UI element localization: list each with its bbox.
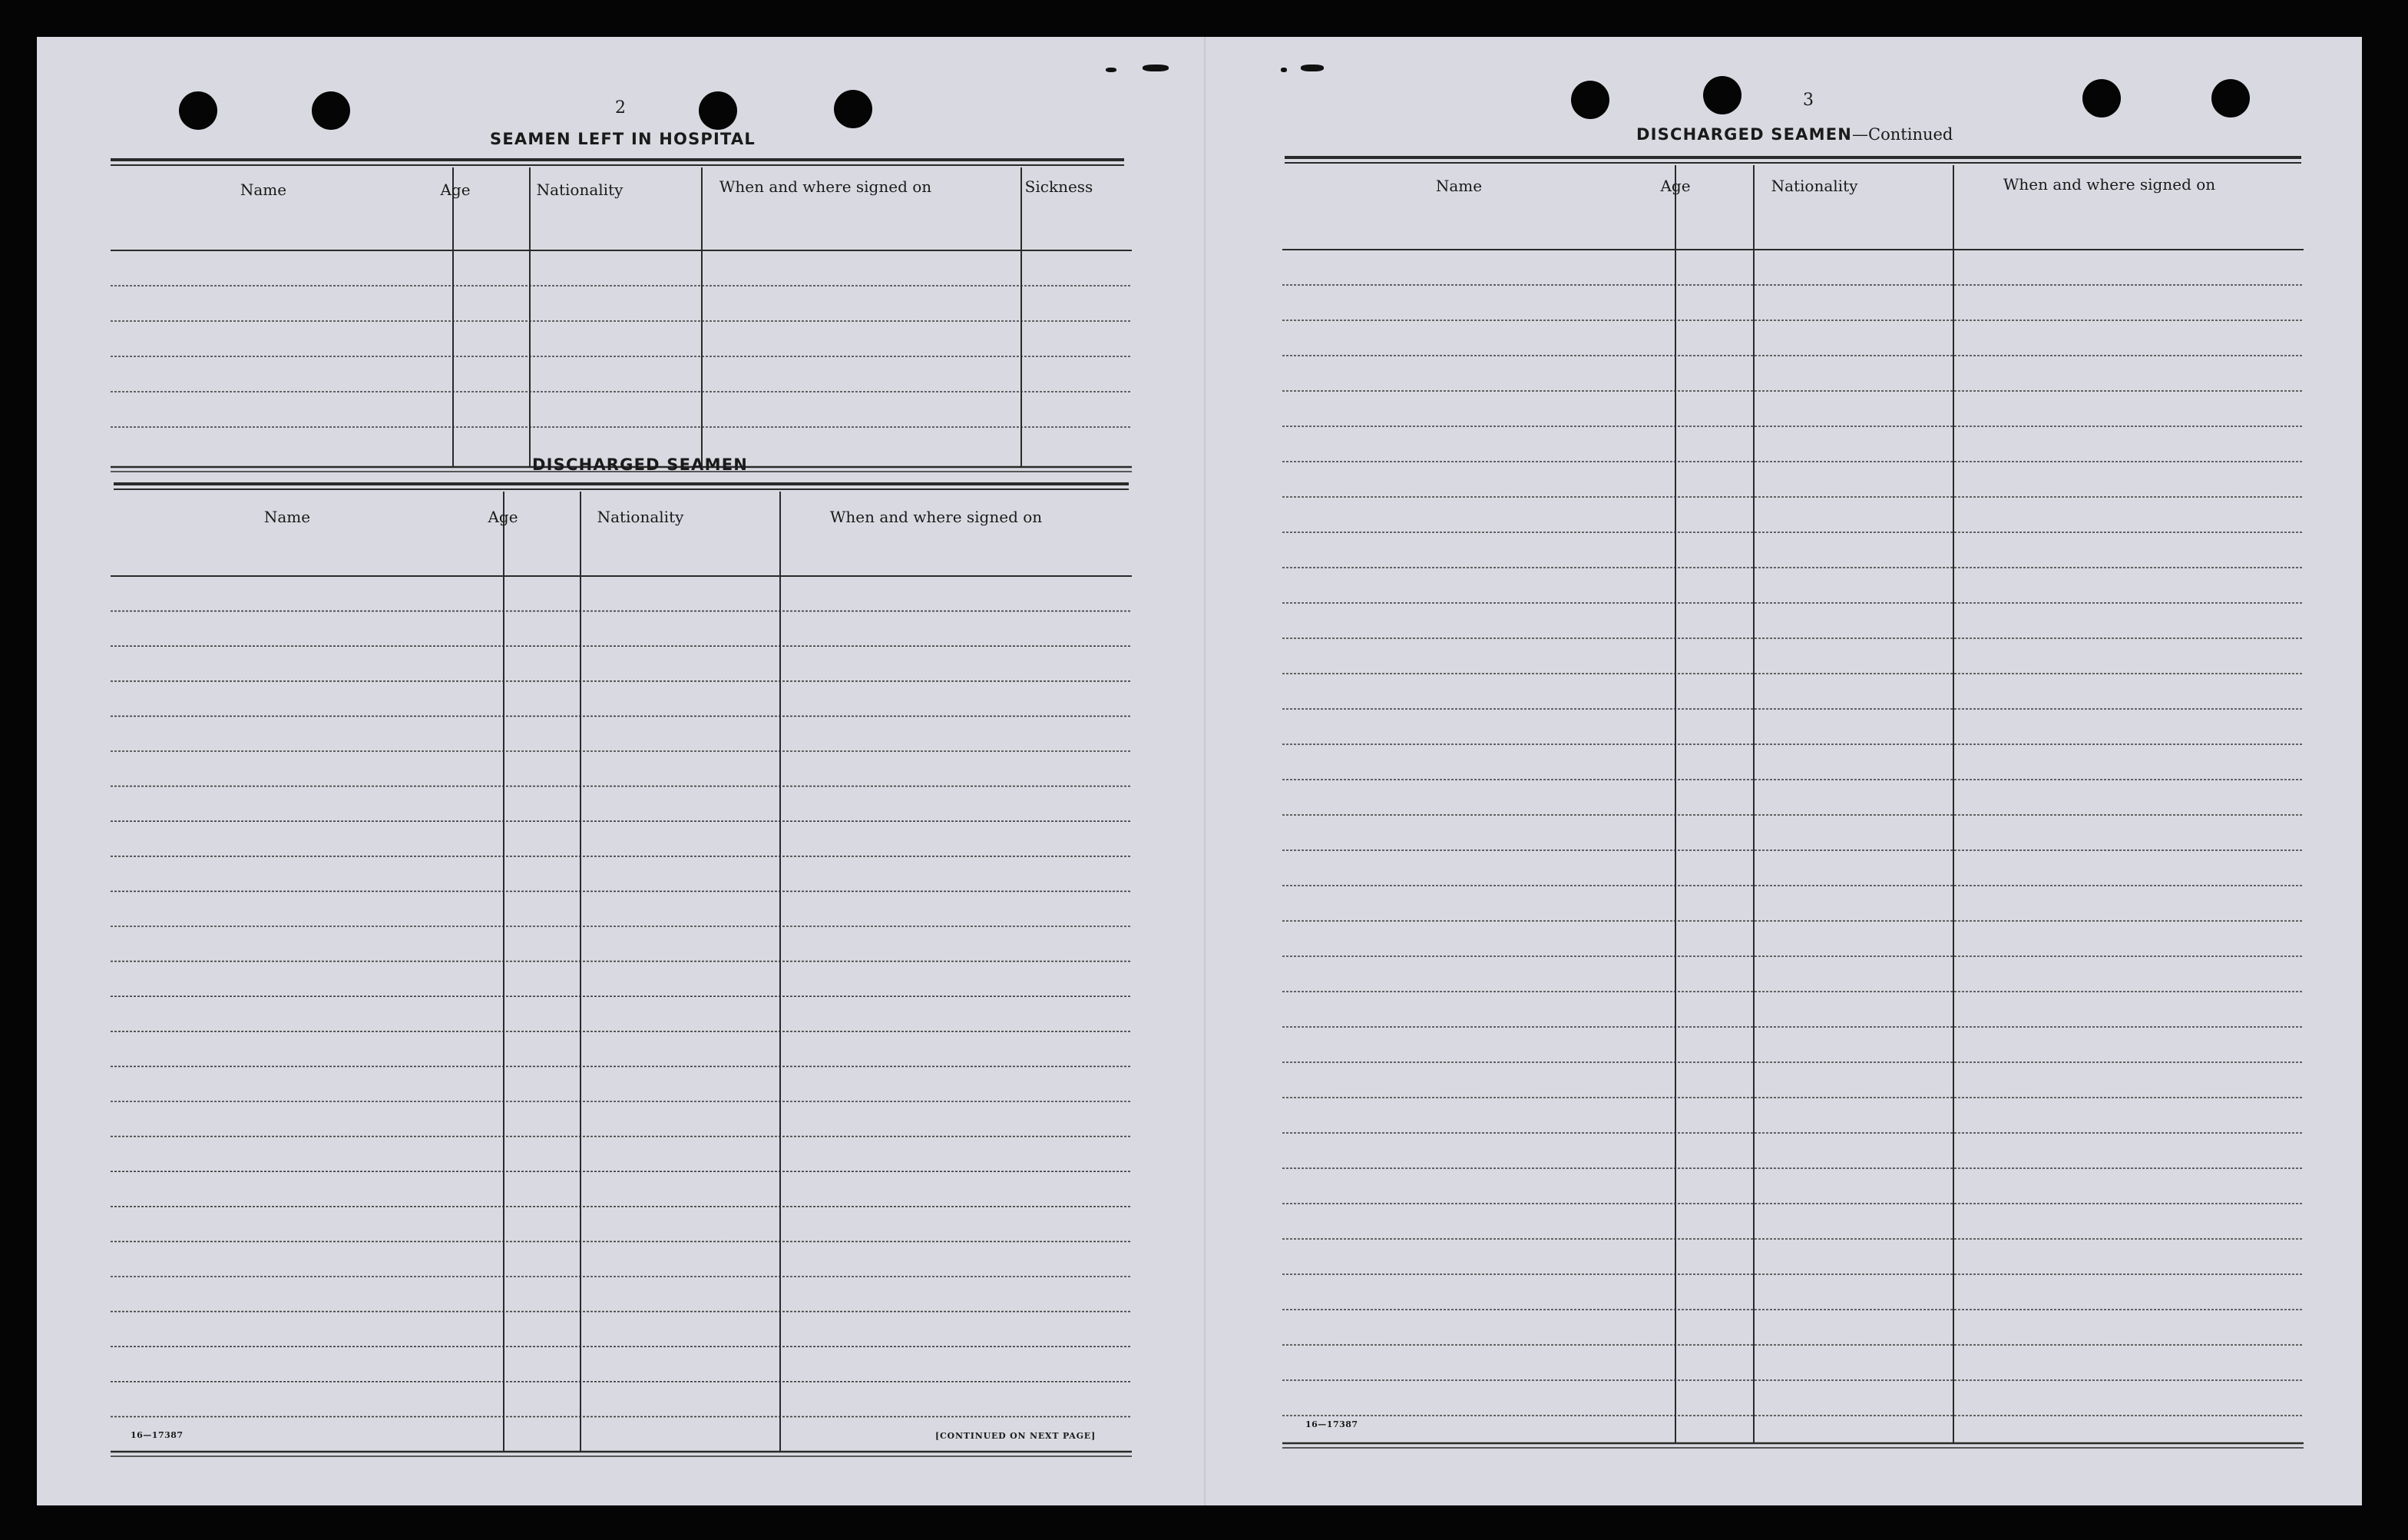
hospital-table-grid bbox=[111, 167, 1132, 475]
column-header: Nationality bbox=[536, 180, 624, 199]
header-rule bbox=[114, 482, 1129, 485]
discharged-section-title bbox=[532, 455, 748, 474]
page-number-right: 3 bbox=[1803, 91, 1814, 110]
discharged-continued-title-text: DISCHARGED SEAMEN bbox=[1636, 125, 1853, 144]
punch-hole bbox=[2082, 79, 2121, 118]
header-rule-inner bbox=[1285, 162, 2301, 164]
form-code-right: 16—17387 bbox=[1305, 1419, 1358, 1429]
page-number-left: 2 bbox=[615, 98, 627, 118]
discharged-table-right-grid bbox=[1282, 165, 2304, 1456]
column-header: Nationality bbox=[597, 508, 684, 526]
column-header: Age bbox=[488, 508, 518, 526]
form-code-left: 16—17387 bbox=[131, 1430, 184, 1440]
hospital-section-title-text: SEAMEN LEFT IN HOSPITAL bbox=[490, 130, 756, 148]
discharged-table-left bbox=[111, 492, 1132, 1459]
column-header: Name bbox=[1435, 177, 1483, 195]
discharged-continued-title bbox=[1636, 125, 1953, 144]
page-fold bbox=[1204, 37, 1206, 1505]
column-header: Age bbox=[440, 180, 471, 199]
header-rule bbox=[1285, 156, 2301, 159]
continued-suffix: —Continued bbox=[1852, 125, 1953, 144]
continued-note: [CONTINUED ON NEXT PAGE] bbox=[935, 1431, 1096, 1441]
hospital-section-title bbox=[490, 130, 756, 148]
punch-hole bbox=[312, 91, 350, 130]
header-rule-inner bbox=[114, 488, 1129, 490]
punch-hole bbox=[699, 91, 737, 130]
ink-smudge bbox=[1301, 65, 1324, 71]
column-header: Sickness bbox=[1024, 177, 1093, 196]
column-header: When and where signed on bbox=[829, 508, 1043, 526]
hospital-table bbox=[111, 167, 1132, 475]
column-header: When and where signed on bbox=[719, 177, 932, 196]
header-rule bbox=[111, 158, 1124, 161]
discharged-section-title-text: DISCHARGED SEAMEN bbox=[532, 455, 749, 474]
column-header: Name bbox=[263, 508, 311, 526]
ink-smudge bbox=[1143, 65, 1169, 71]
ink-smudge bbox=[1281, 68, 1287, 72]
punch-hole bbox=[1703, 76, 1742, 114]
column-header: Name bbox=[240, 180, 287, 199]
punch-hole bbox=[2211, 79, 2250, 118]
punch-hole bbox=[179, 91, 217, 130]
discharged-table-left-grid bbox=[111, 492, 1132, 1459]
column-header: When and where signed on bbox=[2003, 175, 2216, 194]
header-rule-inner bbox=[111, 164, 1124, 166]
document-sheet bbox=[37, 37, 2362, 1505]
column-header: Age bbox=[1660, 177, 1691, 195]
punch-hole bbox=[834, 90, 872, 128]
punch-hole bbox=[1571, 81, 1609, 119]
discharged-table-right bbox=[1282, 165, 2304, 1456]
column-header: Nationality bbox=[1771, 177, 1858, 195]
ink-smudge bbox=[1106, 68, 1116, 72]
